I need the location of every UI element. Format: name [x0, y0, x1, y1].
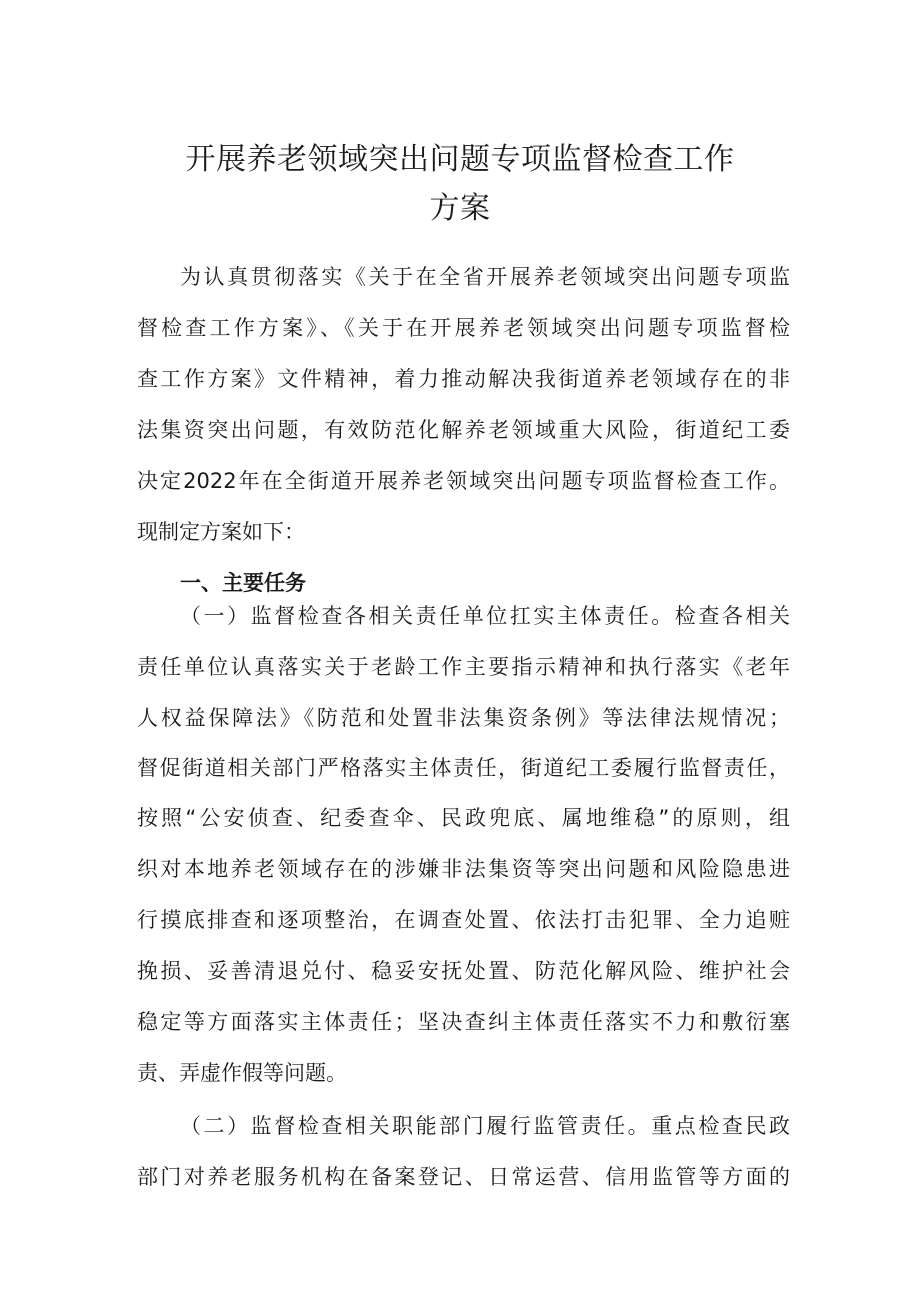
intro-line: 查工作方案》文件精神，着力推动解决我街道养老领域存在的非 [137, 367, 790, 391]
item2-line: （二）监督检查相关职能部门履行监管责任。重点检查民政 [180, 1114, 790, 1138]
item1-line: 织对本地养老领域存在的涉嫌非法集资等突出问题和风险隐患进 [137, 857, 790, 881]
item1-line: 人权益保障法》《防范和处置非法集资条例》等法律法规情况； [137, 706, 790, 730]
document-title-line1: 开展养老领域突出问题专项监督检查工作 [185, 142, 735, 177]
document-title-line2: 方案 [429, 191, 491, 226]
item1-line: 稳定等方面落实主体责任；坚决查纠主体责任落实不力和敷衍塞 [137, 1010, 790, 1034]
intro-line: 为认真贯彻落实《关于在全省开展养老领域突出问题专项监 [180, 265, 790, 289]
item2-line: 部门对养老服务机构在备案登记、日常运营、信用监管等方面的 [137, 1165, 790, 1189]
intro-line: 督检查工作方案》、《关于在开展养老领域突出问题专项监督检 [137, 316, 790, 340]
intro-line: 法集资突出问题，有效防范化解养老领域重大风险，街道纪工委 [137, 418, 790, 442]
item1-line: 督促街道相关部门严格落实主体责任，街道纪工委履行监督责任， [137, 756, 790, 780]
item1-line: 责、弄虚作假等问题。 [137, 1061, 347, 1085]
item1-line: 挽损、妥善清退兑付、稳妥安抚处置、防范化解风险、维护社会 [137, 959, 790, 983]
intro-line: 决定2022年在全街道开展养老领域突出问题专项监督检查工作。 [137, 469, 790, 493]
item1-line: 行摸底排查和逐项整治，在调查处置、依法打击犯罪、全力追赃 [137, 908, 790, 932]
intro-line: 现制定方案如下： [137, 520, 305, 544]
item1-line: （一）监督检查各相关责任单位扛实主体责任。检查各相关 [180, 604, 790, 628]
item1-line: 按照“公安侦查、纪委查伞、民政兜底、属地维稳”的原则，组 [137, 806, 790, 830]
section-heading: 一、主要任务 [180, 571, 306, 595]
item1-line: 责任单位认真落实关于老龄工作主要指示精神和执行落实《老年 [137, 655, 790, 679]
